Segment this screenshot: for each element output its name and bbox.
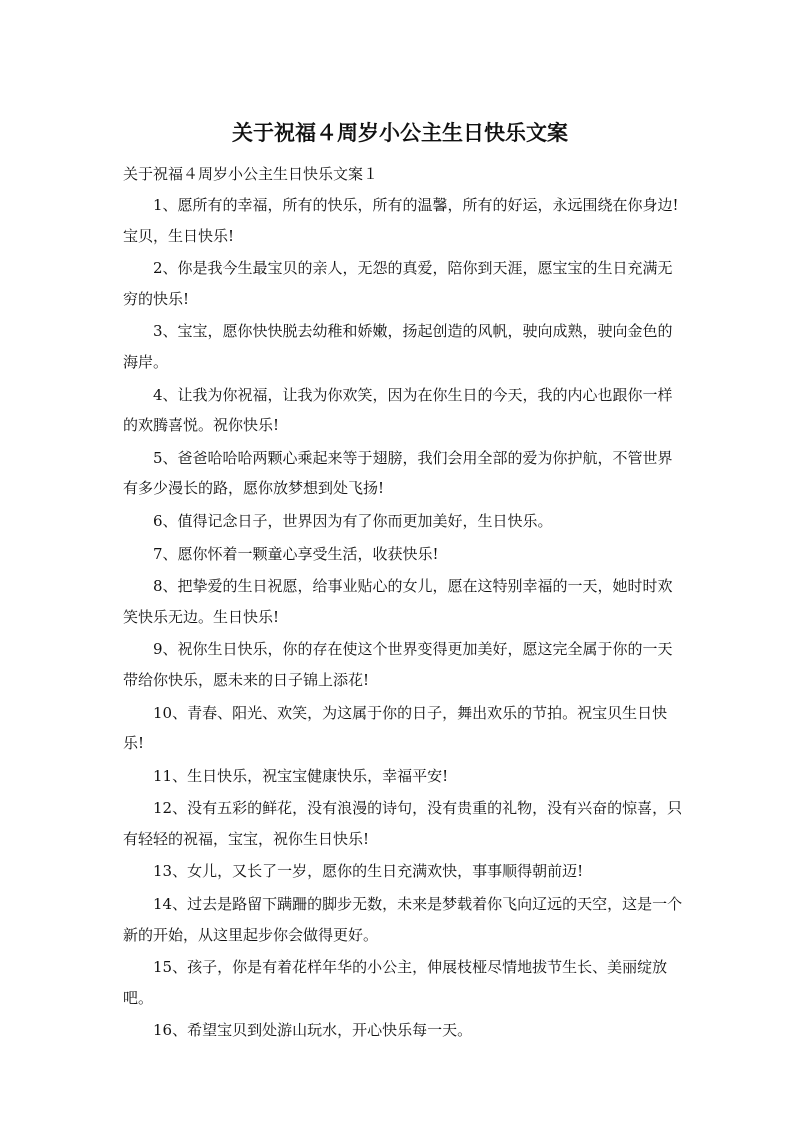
list-item: 10、青春、阳光、欢笑，为这属于你的日子，舞出欢乐的节拍。祝宝贝生日快乐! (123, 703, 668, 753)
list-item: 13、女儿，又长了一岁，愿你的生日充满欢快，事事顺得朝前迈! (153, 862, 584, 881)
list-item: 1、愿所有的幸福，所有的快乐，所有的温馨，所有的好运，永远围绕在你身边!宝贝，生日快乐! (123, 196, 679, 245)
list-item: 16、希望宝贝到处游山玩水，开心快乐每一天。 (153, 1021, 473, 1040)
section-subtitle: 关于祝福４周岁小公主生日快乐文案１ (123, 165, 379, 183)
wish-list (123, 190, 683, 1048)
list-item: 4、让我为你祝福，让我为你欢笑，因为在你生日的今天，我的内心也跟你一样的欢腾喜悦。祝你快乐! (123, 385, 673, 435)
list-item: 14、过去是路留下蹒跚的脚步无数，未来是梦载着你飞向辽远的天空，这是一个新的开始，从这里起步你会做得更好。 (123, 895, 683, 944)
list-item: 12、没有五彩的鲜花，没有浪漫的诗句，没有贵重的礼物，没有兴奋的惊喜，只有轻轻的祝福，宝宝，祝你生日快乐! (123, 799, 683, 848)
list-item: 7、愿你怀着一颗童心享受生活，收获快乐! (153, 544, 439, 563)
list-item: 3、宝宝，愿你快快脱去幼稚和娇嫩，扬起创造的风帆，驶向成熟，驶向金色的海岸。 (123, 322, 673, 371)
list-item: 5、爸爸哈哈哈两颗心乘起来等于翅膀，我们会用全部的爱为你护航，不管世界有多少漫长的路，愿你放梦想到处飞扬! (123, 448, 673, 498)
list-item: 8、把挚爱的生日祝愿，给事业贴心的女儿，愿在这特别幸福的一天，她时时欢笑快乐无边。生日快乐! (123, 577, 673, 626)
list-item: 11、生日快乐，祝宝宝健康快乐，幸福平安! (153, 766, 449, 785)
list-item: 9、祝你生日快乐，你的存在使这个世界变得更加美好，愿这完全属于你的一天带给你快乐，愿未来的日子锦上添花! (123, 640, 673, 689)
list-item: 6、值得记念日子，世界因为有了你而更加美好，生日快乐。 (153, 511, 553, 530)
list-item: 15、孩子，你是有着花样年华的小公主，伸展枝桠尽情地拔节生长、美丽绽放吧。 (123, 958, 668, 1007)
list-item: 2、你是我今生最宝贝的亲人，无怨的真爱，陪你到天涯，愿宝宝的生日充满无穷的快乐! (123, 259, 673, 308)
document-title: 关于祝福４周岁小公主生日快乐文案 (232, 121, 568, 145)
